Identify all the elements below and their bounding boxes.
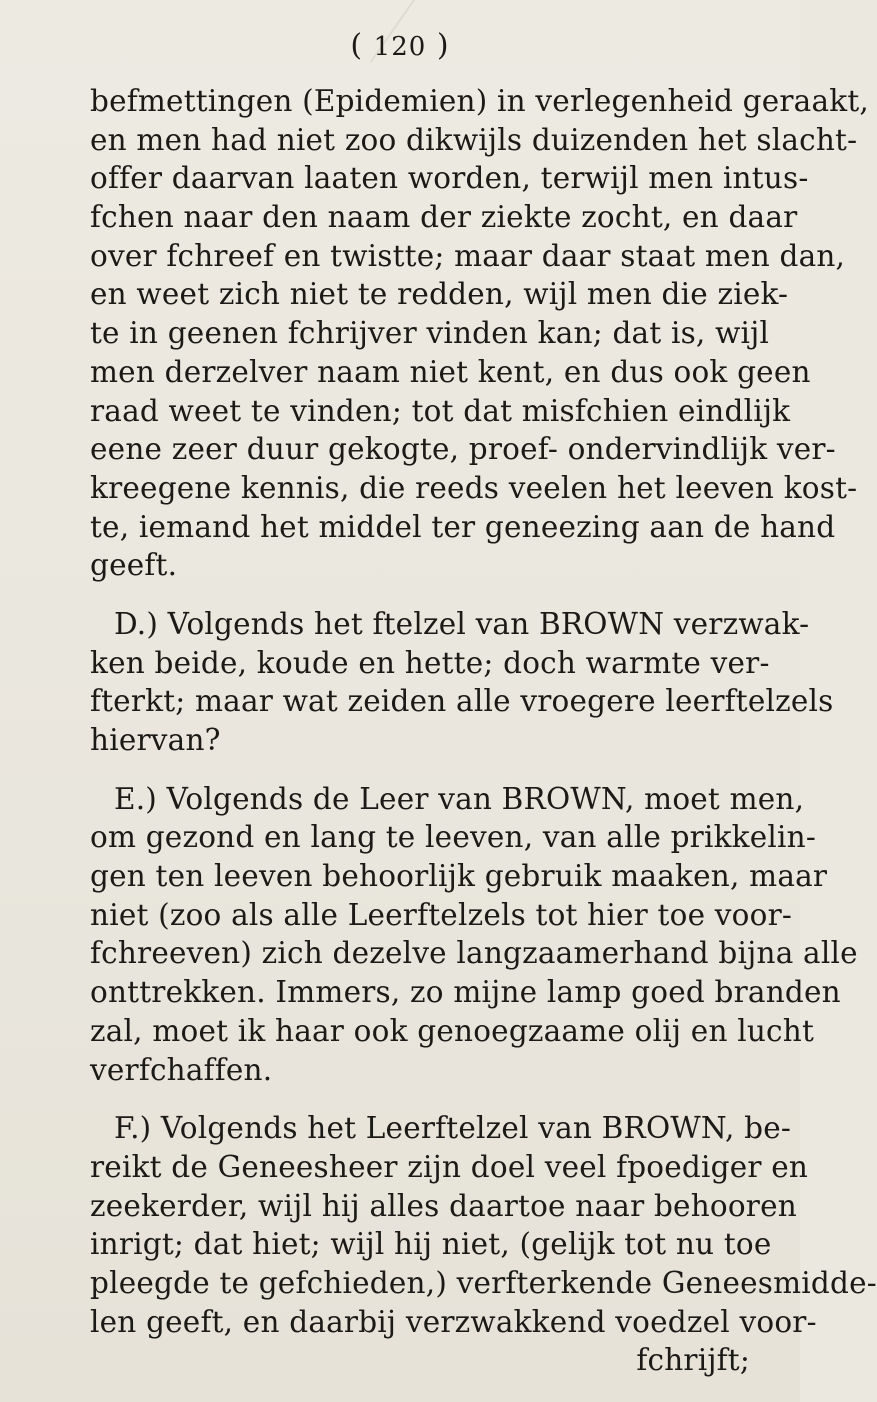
paragraph-e: [90, 780, 858, 1090]
text-line: befmettingen (Epidemien) in verlegenheid geraakt,: [90, 84, 869, 118]
paragraph-gap: [90, 760, 790, 780]
text-line: zeekerder, wijl hij alles daartoe naar behooren: [90, 1188, 797, 1223]
text-line: en weet zich niet te redden, wijl men die ziek-: [90, 277, 789, 312]
page-number-close-paren: ): [426, 28, 450, 63]
text-line: raad weet te vinden; tot dat misfchien eindlijk: [90, 393, 791, 428]
paragraph-d: [90, 605, 834, 760]
text-line: te in geenen fchrijver vinden kan; dat is, wijl: [90, 316, 770, 351]
text-line: men derzelver naam niet kent, en dus ook geen: [90, 354, 811, 389]
text-line: offer daarvan laaten worden, terwijl men intus-: [90, 161, 809, 196]
page-number: [0, 28, 800, 63]
text-line: eene zeer duur gekogte, proef- ondervindlijk ver-: [90, 432, 836, 467]
text-line: inrigt; dat hiet; wijl hij niet, (gelijk tot nu toe: [90, 1227, 772, 1262]
text-line: ken beide, koude en hette; doch warmte ver-: [90, 645, 770, 680]
text-line: fchen naar den naam der ziekte zocht, en daar: [90, 200, 798, 235]
text-line: hiervan?: [90, 723, 221, 757]
text-line: onttrekken. Immers, zo mijne lamp goed branden: [90, 975, 841, 1010]
paragraph-epidemics: [90, 82, 869, 585]
text-line: D.) Volgends het ftelzel van BROWN verzwak-: [114, 606, 810, 641]
paragraph-gap: [90, 585, 790, 605]
paragraph-f: [90, 1109, 877, 1380]
text-line: niet (zoo als alle Leerftelzels tot hier toe voor-: [90, 897, 793, 932]
text-line: te, iemand het middel ter geneezing aan de hand: [90, 509, 836, 544]
page-number-open-paren: (: [350, 28, 374, 63]
text-line: zal, moet ik haar ook genoegzaame olij en lucht: [90, 1013, 815, 1048]
text-line: om gezond en lang te leeven, van alle prikkelin-: [90, 820, 817, 855]
text-line: kreegene kennis, die reeds veelen het leeven kost-: [90, 470, 858, 505]
paragraph-gap: [90, 1089, 790, 1109]
text-line: pleegde te gefchieden,) verfterkende Geneesmidde-: [90, 1265, 877, 1300]
text-line: gen ten leeven behoorlijk gebruik maaken, maar: [90, 859, 828, 894]
body-text: [90, 82, 877, 1380]
text-line: en men had niet zoo dikwijls duizenden het slacht-: [90, 122, 858, 157]
text-line: verfchaffen.: [90, 1052, 273, 1087]
text-line: E.) Volgends de Leer van BROWN, moet men,: [114, 781, 805, 816]
text-line: len geeft, en daarbij verzwakkend voedzel voor-: [90, 1304, 817, 1339]
text-line: over fchreef en twistte; maar daar staat men dan,: [90, 238, 846, 273]
catchword-line: fchrijft;: [636, 1343, 750, 1378]
text-line: fterkt; maar wat zeiden alle vroegere leerftelzels: [90, 684, 834, 719]
text-line: reikt de Geneesheer zijn doel veel fpoediger en: [90, 1149, 809, 1184]
text-line: F.) Volgends het Leerftelzel van BROWN, be-: [114, 1111, 792, 1146]
text-line: geeft.: [90, 548, 178, 583]
text-line: fchreeven) zich dezelve langzaamerhand bijna alle: [90, 936, 858, 971]
page-number-value: 120: [373, 32, 427, 62]
